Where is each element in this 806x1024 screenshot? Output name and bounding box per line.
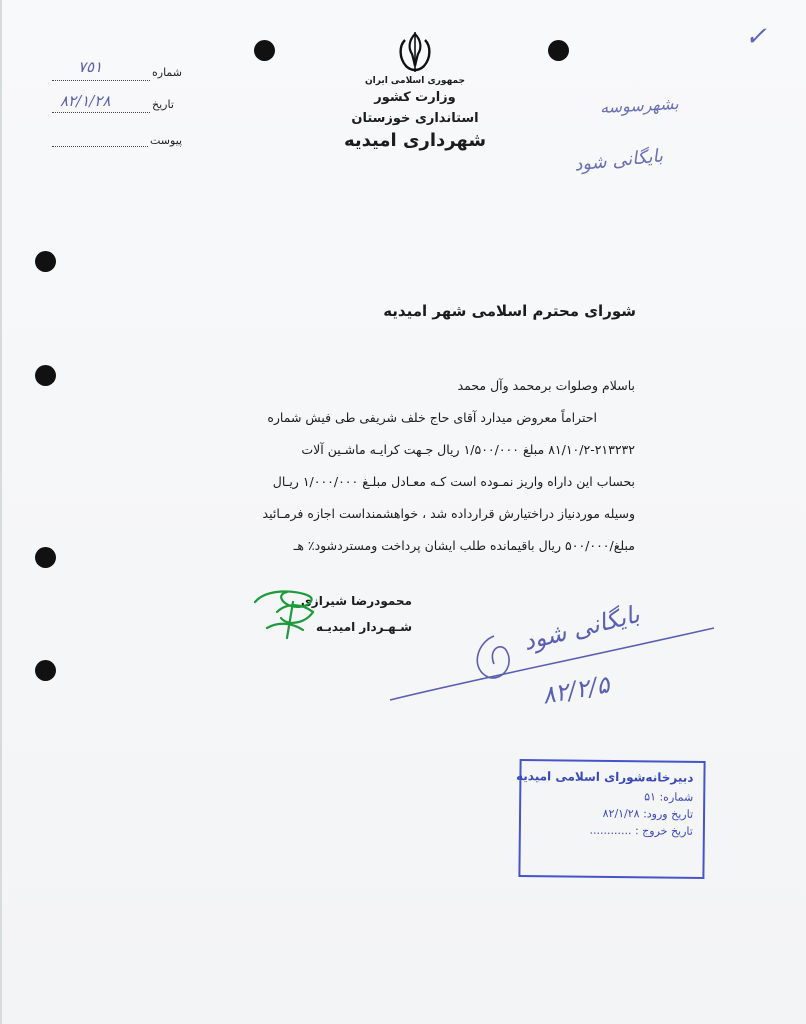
punch-hole-top-right xyxy=(548,40,569,61)
body-line: مبلغ/۵۰۰/۰۰۰ ریال باقیمانده طلب ایشان پرداخت ومستردشود٪ هـ xyxy=(293,538,635,553)
body-line: وسیله موردنیاز دراختیارش قرارداده شد ، خواهشمنداست اجازه فرمـائید xyxy=(262,506,635,521)
letterhead xyxy=(312,76,518,151)
punch-hole-top xyxy=(254,40,275,61)
check-mark: ✓ xyxy=(745,22,769,52)
punch-hole-left-1 xyxy=(35,251,56,272)
stamp-entry-value: ۸۲/۱/۲۸ xyxy=(602,806,640,821)
attachment-label: پیوست xyxy=(150,134,183,147)
handwritten-annotation-date: ۸۲/۲/۵ xyxy=(540,670,612,710)
stamp-entry-row xyxy=(531,806,693,821)
stamp-exit-label: تاریخ خروج : xyxy=(634,824,693,838)
punch-hole-left-3 xyxy=(35,547,56,568)
punch-hole-left-4 xyxy=(35,660,56,681)
stamp-number-value: ۵۱ xyxy=(644,790,657,804)
body-line: بحساب این داراه واریز نمـوده است کـه معـادل مبلـغ ۱/۰۰۰/۰۰۰ ریـال xyxy=(272,474,635,489)
addressee: شورای محترم اسلامی شهر امیدیه xyxy=(383,302,636,320)
date-label: تاریخ xyxy=(152,98,174,111)
stamp-entry-label: تاریخ ورود: xyxy=(643,807,694,821)
ministry-name: وزارت کشور xyxy=(374,90,456,105)
margin-note-1: بشهرسوسه xyxy=(599,93,680,118)
stamp-exit-row xyxy=(531,823,693,838)
emblem-caption: جمهوری اسلامی ایران xyxy=(364,76,466,86)
governorate-name: استانداری خوزستان xyxy=(351,111,479,126)
letter-body xyxy=(178,370,635,562)
date-value: ٨٢/١/٢٨ xyxy=(60,92,111,110)
greeting: باسلام وصلوات برمحمد وآل محمد xyxy=(457,378,635,393)
green-signature-icon xyxy=(247,582,327,642)
signer-title: شـهـردار امیدیـه xyxy=(315,620,412,634)
handwritten-annotation-text: بایگانی شود xyxy=(520,600,643,656)
number-value: ٧٥١ xyxy=(78,58,103,76)
stamp-title: دبیرخانه‌شورای اسلامی امیدیه xyxy=(515,768,694,785)
body-line: احتراماً معروض میدارد آقای حاج خلف شریفی طی فیش شماره xyxy=(267,410,597,425)
municipality-name: شهرداری امیدیه xyxy=(343,130,487,151)
body-line: ۸۱/۱۰/۲-۲۱۳۲۳۲ مبلغ ۱/۵۰۰/۰۰۰ ریال جـهت کرایـه ماشـین آلات xyxy=(301,442,635,457)
stamp-exit-value: ............ xyxy=(589,823,632,838)
signer-name: محمودرضا شیرازی xyxy=(300,594,412,608)
stamp-number-row xyxy=(531,789,693,804)
punch-hole-left-2 xyxy=(35,365,56,386)
iran-emblem-icon xyxy=(392,30,438,76)
secretariat-stamp xyxy=(515,759,705,879)
margin-note-2: بایگانی شود xyxy=(573,145,664,176)
stamp-number-label: شماره: xyxy=(659,790,694,804)
number-label: شماره xyxy=(152,66,183,79)
